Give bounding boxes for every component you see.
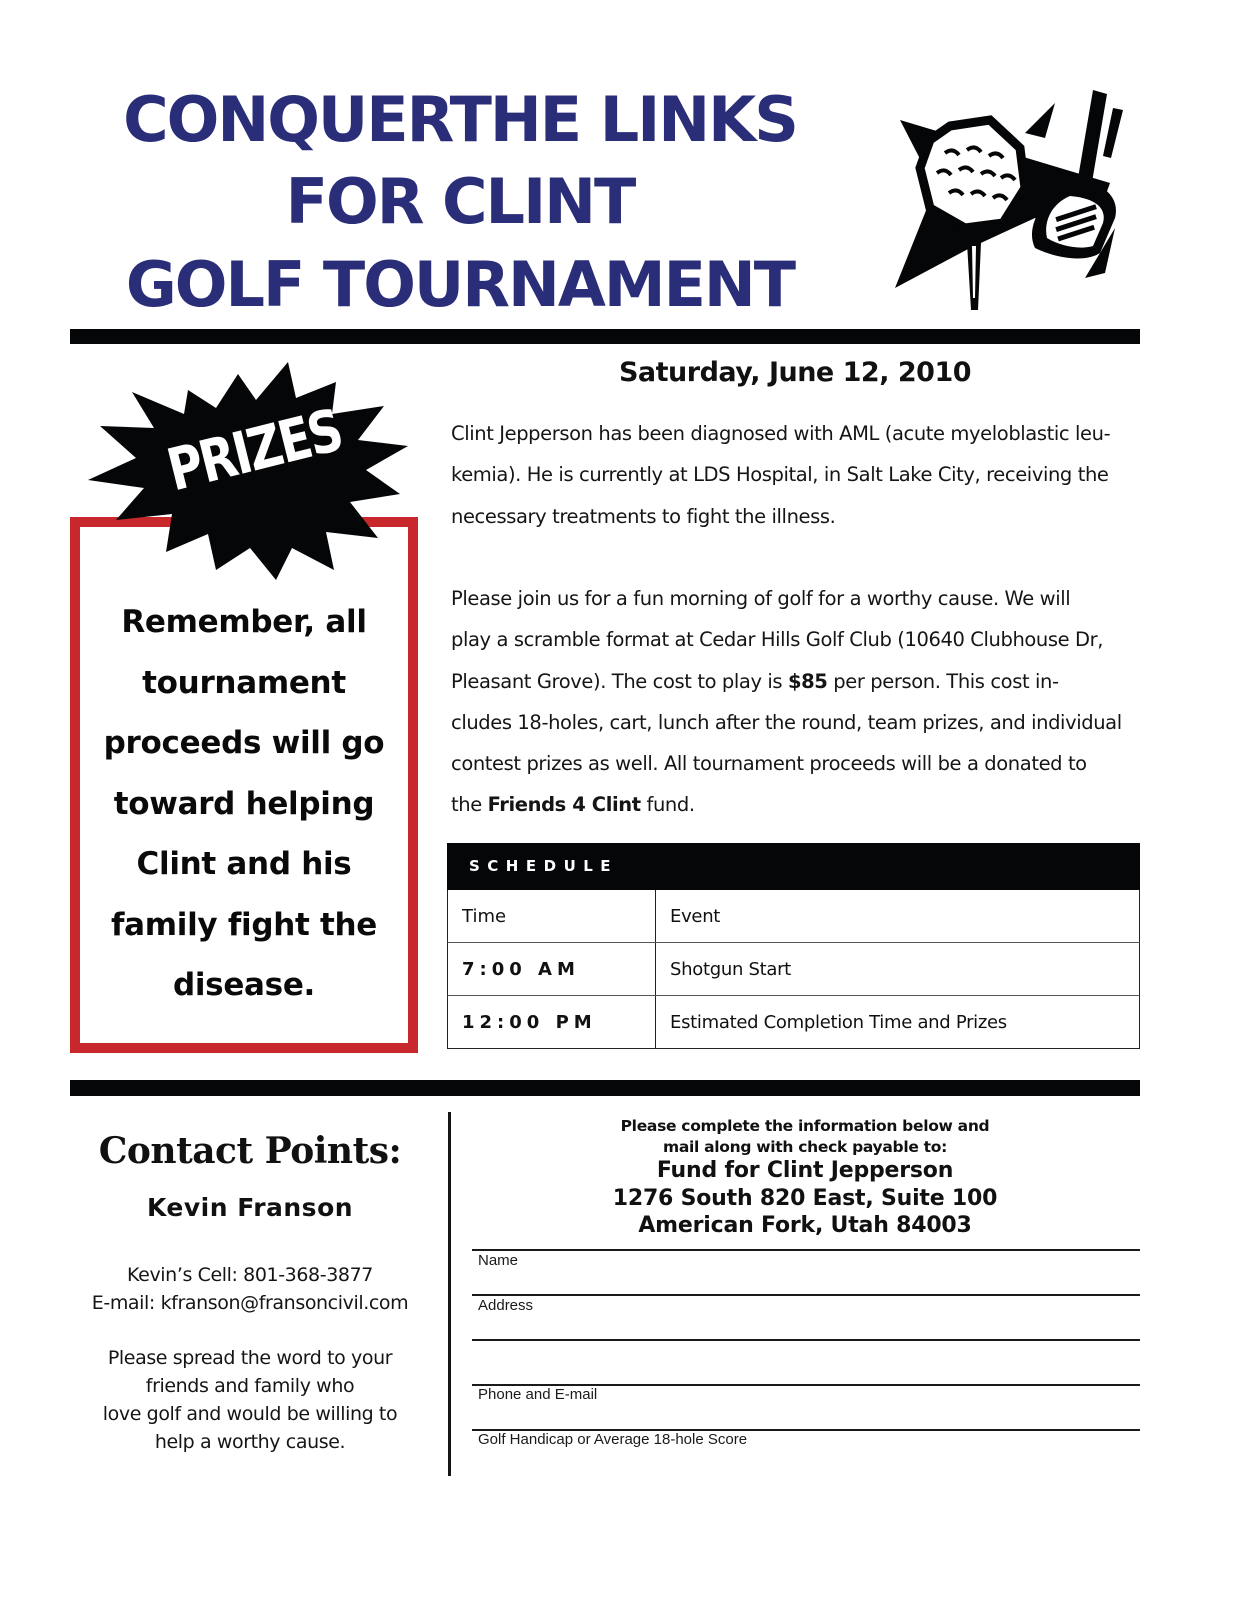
address-line-1: 1276 South 820 East, Suite 100 bbox=[612, 1185, 998, 1211]
reminder-line: toward helping bbox=[113, 785, 375, 822]
name-label: Name bbox=[478, 1252, 519, 1269]
spread-line: love golf and would be willing to bbox=[102, 1403, 398, 1425]
schedule-table bbox=[447, 843, 1140, 1049]
reminder-line: proceeds will go bbox=[103, 725, 385, 761]
event-cell: Estimated Completion Time and Prizes bbox=[670, 1011, 1007, 1033]
phone-email-label: Phone and E-mail bbox=[478, 1386, 598, 1403]
address-field[interactable] bbox=[478, 1315, 1138, 1339]
contact-details bbox=[70, 1261, 430, 1317]
instruction-line: Please complete the information below and bbox=[620, 1117, 990, 1135]
spread-line: help a worthy cause. bbox=[154, 1431, 346, 1453]
reminder-line: tournament bbox=[142, 664, 346, 701]
mailing-address bbox=[470, 1157, 1140, 1240]
column-header-time: Time bbox=[448, 890, 656, 942]
payee: Fund for Clint Jepperson bbox=[656, 1158, 954, 1183]
table-row bbox=[447, 996, 1140, 1049]
reminder-text bbox=[80, 592, 408, 1016]
time-cell: 7:00 AM bbox=[448, 943, 656, 995]
reminder-line: Clint and his bbox=[136, 846, 352, 882]
reminder-line: Remember, all bbox=[121, 604, 367, 640]
phone-email-field[interactable] bbox=[478, 1404, 1138, 1428]
spread-line: Please spread the word to your bbox=[107, 1347, 393, 1369]
paragraph-line: cludes 18-holes, cart, lunch after the round, team prizes, and individual bbox=[451, 710, 1122, 734]
contact-email[interactable]: E-mail: kfranson@fransoncivil.com bbox=[91, 1292, 409, 1314]
event-cell: Shotgun Start bbox=[670, 958, 791, 980]
event-date: Saturday, June 12, 2010 bbox=[618, 357, 972, 388]
invitation-paragraph bbox=[451, 578, 1141, 826]
contact-title: Contact Points: bbox=[98, 1130, 402, 1172]
bottom-divider-rule bbox=[70, 1080, 1140, 1096]
reminder-line: disease. bbox=[172, 967, 316, 1003]
paragraph-line: Pleasant Grove). The cost to play is $85 per person. This cost in- bbox=[451, 669, 1059, 693]
time-cell: 12:00 PM bbox=[448, 996, 656, 1048]
form-rule bbox=[472, 1249, 1140, 1251]
address-line-2-field[interactable] bbox=[478, 1358, 1138, 1382]
name-field[interactable] bbox=[478, 1270, 1138, 1294]
form-rule bbox=[472, 1339, 1140, 1341]
diagnosis-paragraph bbox=[451, 413, 1141, 537]
title-line-1: CONQUERTHE LINKS bbox=[123, 83, 797, 156]
fund-name: Friends 4 Clint bbox=[487, 793, 641, 817]
top-divider-rule bbox=[70, 329, 1140, 344]
address-line-2: American Fork, Utah 84003 bbox=[638, 1213, 972, 1238]
spread-the-word bbox=[70, 1344, 430, 1456]
golf-handicap-field[interactable] bbox=[478, 1450, 1138, 1474]
spread-line: friends and family who bbox=[145, 1375, 355, 1397]
price: $85 bbox=[787, 669, 828, 693]
table-row bbox=[447, 943, 1140, 996]
instruction-line: mail along with check payable to: bbox=[663, 1138, 947, 1156]
paragraph-line: the Friends 4 Clint fund. bbox=[451, 793, 695, 817]
golf-ball-and-club-icon bbox=[875, 78, 1145, 318]
prizes-badge-label: PRIZES bbox=[160, 395, 348, 505]
title-line-3: GOLF TOURNAMENT bbox=[125, 248, 795, 321]
paragraph-line: Clint Jepperson has been diagnosed with AML (acute myeloblastic leu- bbox=[451, 422, 1111, 445]
paragraph-line: necessary treatments to fight the illness. bbox=[451, 504, 836, 528]
form-rule bbox=[472, 1294, 1140, 1296]
mail-instructions bbox=[470, 1116, 1140, 1158]
paragraph-line: Please join us for a fun morning of golf for a worthy cause. We will bbox=[451, 587, 1071, 610]
contact-cell: Kevin’s Cell: 801-368-3877 bbox=[127, 1264, 373, 1286]
paragraph-line: contest prizes as well. All tournament proceeds will be a donated to bbox=[451, 752, 1087, 776]
address-label: Address bbox=[478, 1297, 534, 1314]
contact-name: Kevin Franson bbox=[146, 1193, 354, 1222]
column-header-event: Event bbox=[670, 905, 721, 927]
golf-handicap-label: Golf Handicap or Average 18-hole Score bbox=[478, 1431, 748, 1448]
reminder-line: family fight the bbox=[110, 906, 378, 943]
vertical-divider bbox=[448, 1112, 451, 1476]
schedule-heading: SCHEDULE bbox=[447, 843, 1140, 890]
table-header-row bbox=[447, 890, 1140, 943]
paragraph-line: play a scramble format at Cedar Hills Golf Club (10640 Clubhouse Dr, bbox=[451, 628, 1104, 652]
title-line-2: FOR CLINT bbox=[285, 165, 635, 238]
paragraph-line: kemia). He is currently at LDS Hospital, in Salt Lake City, receiving the bbox=[451, 463, 1109, 487]
